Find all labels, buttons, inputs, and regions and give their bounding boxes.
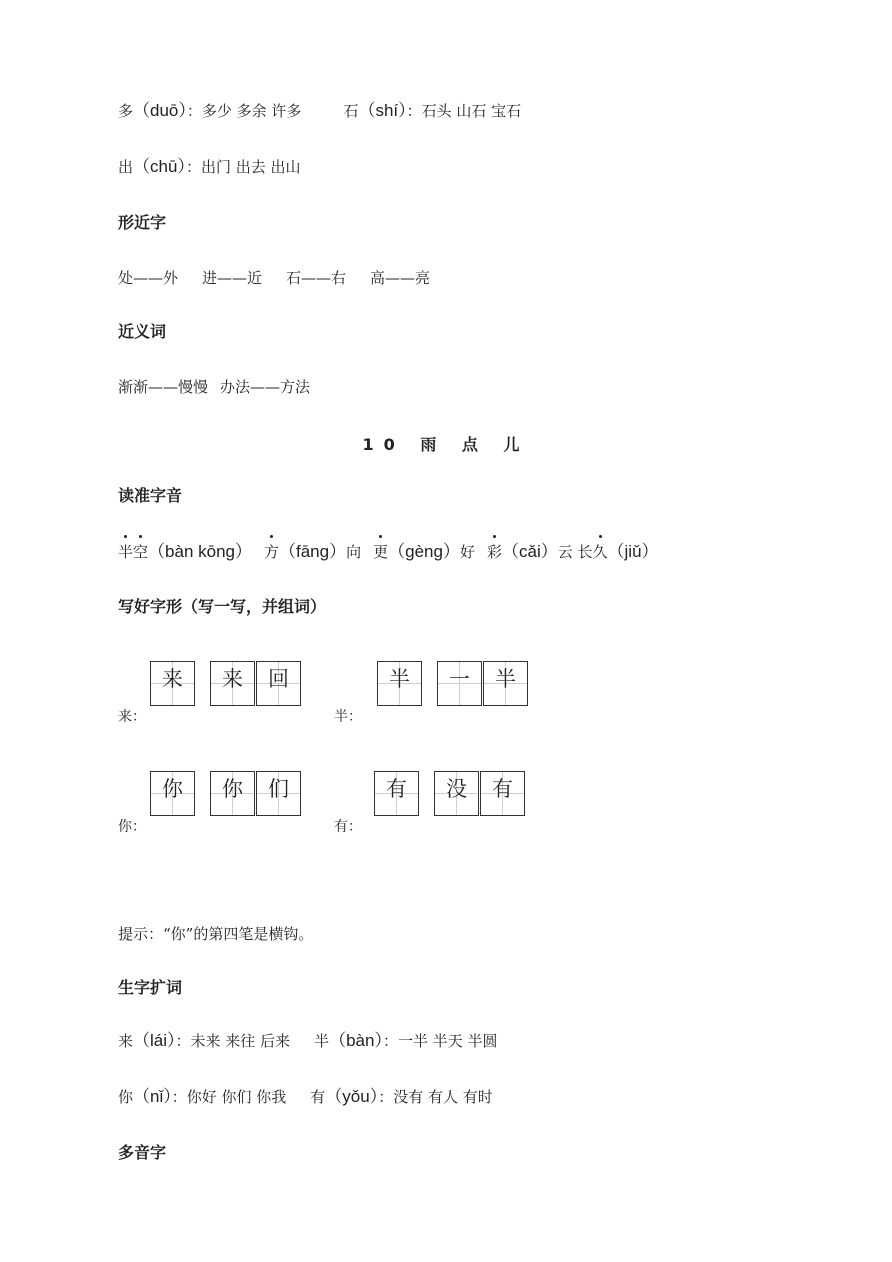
char: 半	[314, 1032, 330, 1050]
char: 有	[310, 1088, 326, 1106]
char: 石	[343, 102, 359, 120]
write-label-ni: 你：	[118, 819, 146, 835]
pinyin: （gèng）	[388, 542, 460, 561]
pinyin: （chū）	[133, 157, 186, 176]
section-heading-jinyi: 近义词	[118, 322, 167, 341]
tianzige-box	[210, 661, 255, 706]
tianzige-box	[434, 771, 479, 816]
tianzige-box	[150, 771, 195, 816]
grid-char: 们	[268, 777, 289, 801]
grid-char: 有	[492, 777, 513, 801]
tianzige-box	[256, 661, 301, 706]
words: ：没有 有人 有时	[378, 1088, 493, 1106]
pronunciation-line	[118, 542, 659, 562]
char: 来	[118, 1032, 134, 1050]
grid-char: 没	[446, 777, 467, 801]
chars: 云 长	[557, 543, 593, 561]
char: 出	[118, 158, 134, 176]
pinyin: （jiǔ）	[607, 542, 659, 561]
lesson-title: 10 雨 点 儿	[362, 435, 530, 454]
polyphone-line-chu	[118, 157, 300, 177]
pinyin: （fāng）	[279, 542, 347, 561]
tianzige-box	[374, 771, 419, 816]
word-expansion-line-lai-ban	[118, 1031, 498, 1051]
grid-char: 半	[495, 667, 516, 691]
tianzige-box	[437, 661, 482, 706]
tianzige-box	[483, 661, 528, 706]
similar-chars-line	[118, 268, 430, 288]
pair: 石——右	[286, 269, 347, 287]
write-label-ban: 半：	[334, 709, 362, 725]
char: 好	[459, 543, 475, 561]
section-heading-duoyin: 多音字	[118, 1143, 167, 1162]
grid-char: 回	[268, 667, 289, 691]
grid-char: 一	[449, 667, 470, 691]
char: 多	[118, 102, 134, 120]
pinyin: （cǎi）	[501, 542, 558, 561]
polyphone-line-duo-shi	[118, 101, 521, 121]
grid-char: 来	[222, 667, 243, 691]
dotted-char: 久	[592, 543, 608, 561]
pair: 进——近	[202, 269, 263, 287]
tianzige-box	[480, 771, 525, 816]
words: ：多少 多余 许多	[186, 102, 302, 120]
section-heading-kuoci: 生字扩词	[118, 978, 183, 997]
dotted-char: 更	[373, 543, 389, 561]
pinyin: （bàn）	[329, 1031, 383, 1050]
pinyin: （yǒu）	[325, 1087, 379, 1106]
dotted-char: 半	[118, 543, 134, 561]
grid-char: 有	[386, 777, 407, 801]
pinyin: （bàn kōng）	[148, 542, 252, 561]
char: 你	[118, 1088, 134, 1106]
pair: 办法——方法	[220, 378, 311, 396]
tianzige-box	[256, 771, 301, 816]
char: 向	[346, 543, 362, 561]
grid-char: 半	[389, 667, 410, 691]
pinyin: （nǐ）	[133, 1087, 172, 1106]
tianzige-box	[210, 771, 255, 816]
word-expansion-line-ni-you	[118, 1087, 493, 1107]
section-heading-duzhun: 读准字音	[118, 486, 183, 505]
dotted-char: 空	[133, 543, 149, 561]
tianzige-box	[150, 661, 195, 706]
dotted-char: 彩	[486, 543, 502, 561]
grid-char: 来	[162, 667, 183, 691]
grid-char: 你	[222, 777, 243, 801]
tip-text: 提示：“你”的第四笔是横钩。	[118, 925, 314, 943]
pinyin: （duō）	[133, 101, 187, 120]
section-heading-xingjin: 形近字	[118, 213, 167, 232]
dotted-char: 方	[263, 543, 279, 561]
pair: 处——外	[118, 269, 179, 287]
words: ：石头 山石 宝石	[406, 102, 522, 120]
words: ：未来 来往 后来	[175, 1032, 291, 1050]
section-heading-xiehao: 写好字形（写一写，并组词）	[118, 597, 327, 616]
pinyin: （shí）	[358, 101, 407, 120]
pair: 高——亮	[370, 269, 431, 287]
synonym-line	[118, 377, 310, 397]
pinyin: （lái）	[133, 1031, 176, 1050]
grid-char: 你	[162, 777, 183, 801]
words: ：一半 半天 半圆	[382, 1032, 498, 1050]
write-label-you: 有：	[334, 819, 362, 835]
words: ：你好 你们 你我	[171, 1088, 287, 1106]
write-label-lai: 来：	[118, 709, 146, 725]
tianzige-box	[377, 661, 422, 706]
pair: 渐渐——慢慢	[118, 378, 209, 396]
words: ：出门 出去 出山	[185, 158, 301, 176]
